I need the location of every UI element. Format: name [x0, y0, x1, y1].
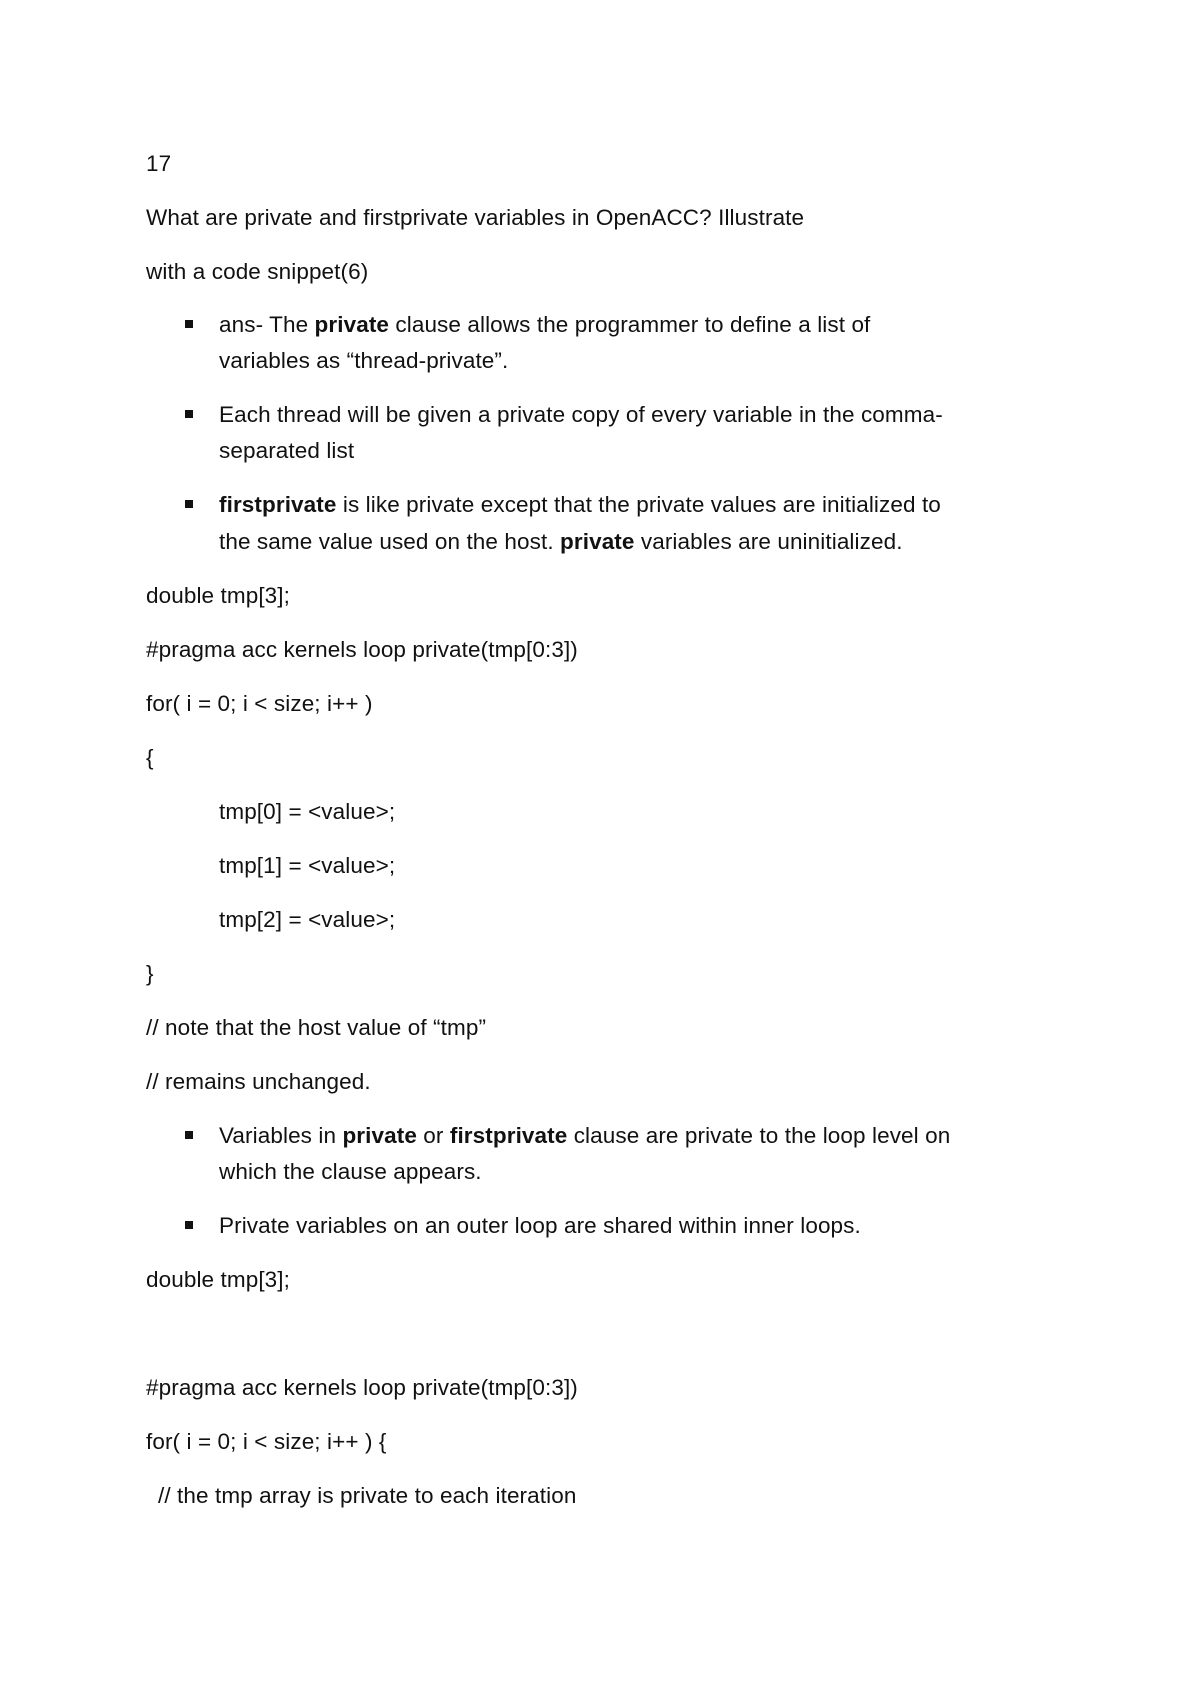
question-text-line-1: What are private and firstprivate variables in OpenACC? Illustrate	[146, 205, 805, 230]
bullet-marker	[185, 410, 193, 418]
bullet-ans-line-2: variables as “thread-private”.	[219, 348, 509, 373]
bullet-marker	[185, 1131, 193, 1139]
question-text-line-2: with a code snippet(6)	[146, 259, 369, 284]
bullet-outer-loop: Private variables on an outer loop are shared within inner loops.	[219, 1213, 861, 1238]
bullet-marker	[185, 1221, 193, 1229]
code-line: tmp[0] = <value>;	[219, 799, 396, 824]
bullet-thread-copy-line-2: separated list	[219, 438, 355, 463]
code-line: double tmp[3];	[146, 1267, 290, 1292]
bullet-firstprivate-line-2: the same value used on the host. private variables are uninitialized.	[219, 529, 903, 554]
code-line: for( i = 0; i < size; i++ )	[146, 691, 373, 716]
code-comment: // the tmp array is private to each iteration	[158, 1483, 577, 1508]
bullet-firstprivate-line-1: firstprivate is like private except that the private values are initialized to	[219, 492, 941, 517]
bullet-marker	[185, 320, 193, 328]
bullet-ans-line-1: ans- The private clause allows the programmer to define a list of	[219, 312, 871, 337]
code-line: {	[146, 745, 154, 770]
code-line: double tmp[3];	[146, 583, 290, 608]
code-line: for( i = 0; i < size; i++ ) {	[146, 1429, 387, 1454]
code-line: #pragma acc kernels loop private(tmp[0:3])	[146, 1375, 578, 1400]
code-line: tmp[2] = <value>;	[219, 907, 396, 932]
code-line: tmp[1] = <value>;	[219, 853, 396, 878]
code-comment: // remains unchanged.	[146, 1069, 371, 1094]
code-comment: // note that the host value of “tmp”	[146, 1015, 487, 1040]
code-line: }	[146, 961, 154, 986]
bullet-marker	[185, 500, 193, 508]
bullet-loop-level-line-2: which the clause appears.	[219, 1159, 482, 1184]
bullet-loop-level-line-1: Variables in private or firstprivate clause are private to the loop level on	[219, 1123, 951, 1148]
question-number: 17	[146, 151, 172, 176]
bullet-thread-copy-line-1: Each thread will be given a private copy of every variable in the comma-	[219, 402, 943, 427]
code-line: #pragma acc kernels loop private(tmp[0:3])	[146, 637, 578, 662]
